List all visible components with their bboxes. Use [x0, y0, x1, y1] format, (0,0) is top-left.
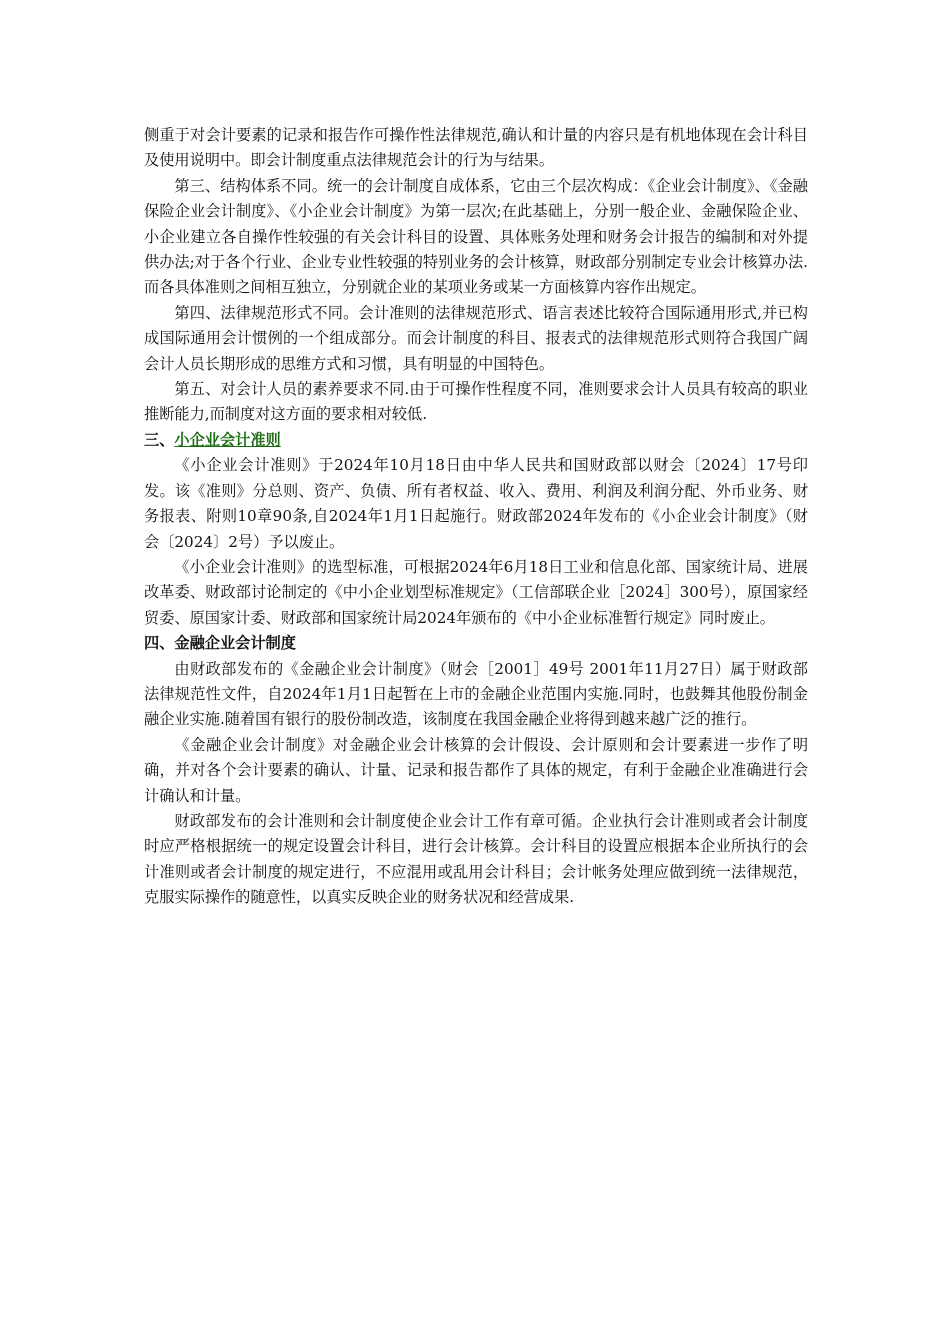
paragraph-conclusion: 财政部发布的会计准则和会计制度使企业会计工作有章可循。企业执行会计准则或者会计制度时应严格根据统一的规定设置会计科目，进行会计核算。会计科目的设置应根据本企业所执行的会计准则或者会计制度的规定进行，不应混用或乱用会计科目；会计帐务处理应做到统一法律规范，克服实际操作的随意性，以真实反映企业的财务状况和经营成果.: [144, 811, 808, 907]
paragraph-financial-issue: 由财政部发布的《金融企业会计制度》（财会［2001］49号 2001年11月27日）属于财政部法律规范性文件，自2024年1月1日起暂在上市的金融企业范围内实施.同时，也鼓舞其他股份制金融企业实施.随着国有银行的股份制改造，该制度在我国金融企业将得到越来越广泛的推行。: [144, 659, 808, 729]
small-enterprise-standard-link[interactable]: 小企业会计准则: [174, 430, 281, 449]
paragraph-legal-form: 第四、法律规范形式不同。会计准则的法律规范形式、语言表述比较符合国际通用形式,并已构成国际通用会计惯例的一个组成部分。而会计制度的科目、报表式的法律规范形式则符合我国广阔会计人员长期形成的思维方式和习惯，具有明显的中国特色。: [144, 303, 808, 373]
paragraph-continuation: 侧重于对会计要素的记录和报告作可操作性法律规范,确认和计量的内容只是有机地体现在会计科目及使用说明中。即会计制度重点法律规范会计的行为与结果。: [144, 126, 808, 170]
paragraph-small-enterprise-criteria: 《小企业会计准则》的选型标准，可根据2024年6月18日工业和信息化部、国家统计局、进展改革委、财政部讨论制定的《中小企业划型标准规定》（工信部联企业［2024］300号），原国家经贸委、原国家计委、财政部和国家统计局2024年颁布的《中小企业标准暂行规定》同时废止。: [144, 557, 808, 627]
section-heading-small-enterprise: [144, 428, 808, 453]
paragraph-financial-details: 《金融企业会计制度》对金融企业会计核算的会计假设、会计原则和会计要素进一步作了明确，并对各个会计要素的确认、计量、记录和报告都作了具体的规定，有利于金融企业准确进行会计确认和计量。: [144, 735, 808, 805]
paragraph-accountant-quality: 第五、对会计人员的素养要求不同.由于可操作性程度不同，准则要求会计人员具有较高的职业推断能力,而制度对这方面的要求相对较低.: [144, 380, 808, 424]
paragraph-small-enterprise-issue: 《小企业会计准则》于2024年10月18日由中华人民共和国财政部以财会〔2024〕17号印发。该《准则》分总则、资产、负债、所有者权益、收入、费用、利润及利润分配、外币业务、财务报表、附则10章90条,自2024年1月1日起施行。财政部2024年发布的《小企业会计制度》（财会〔2024〕2号）予以废止。: [144, 456, 808, 551]
section-heading-financial-enterprise: 四、金融企业会计制度: [144, 634, 296, 653]
document-body: [144, 123, 808, 911]
section-number: 三、: [144, 430, 175, 449]
paragraph-structure-system: 第三、结构体系不同。统一的会计制度自成体系，它由三个层次构成：《企业会计制度》、《金融保险企业会计制度》、《小企业会计制度》为第一层次;在此基础上，分别一般企业、金融保险企业、小企业建立各自操作性较强的有关会计科目的设置、具体账务处理和财务会计报告的编制和对外提供办法;对于各个行业、企业专业性较强的特别业务的会计核算，财政部分别制定专业会计核算办法.而各具体准则之间相互独立，分别就企业的某项业务或某一方面核算内容作出规定。: [144, 176, 808, 297]
